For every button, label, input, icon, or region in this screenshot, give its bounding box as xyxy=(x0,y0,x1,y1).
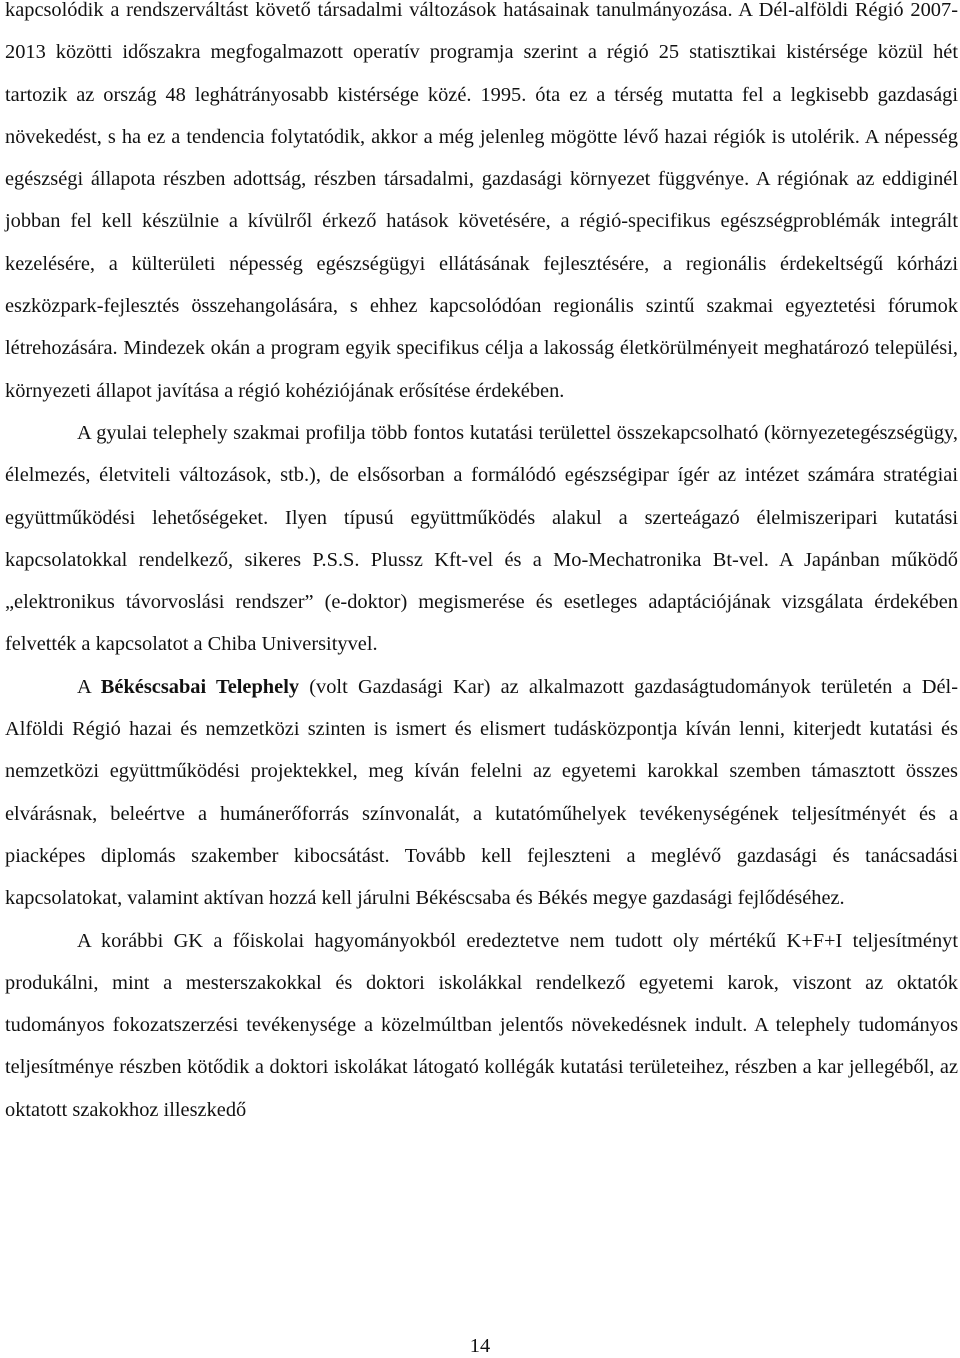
paragraph-regional-program: kapcsolódik a rendszerváltást követő társadalmi változások hatásainak tanulmányozása. A Dél-alföldi Régió 2007-2013 közötti időszakra megfogalmazott operatív programja szerint a régió 25 statisztikai kistérsége közül hét tartozik az ország 48 leghátrányosabb kistérsége közé. 1995. óta ez a térség mutatta fel a legkisebb gazdasági növekedést, s ha ez a tendencia folytatódik, akkor a még jelenleg mögötte lévő hazai régiók is utolérik. A népesség egészségi állapota részben adottság, részben társadalmi, gazdasági környezet függvénye. A régiónak az eddiginél jobban fel kell készülnie a kívülről érkező hatások követésére, a régió-specifikus egészségproblémák integrált kezelésére, a külterületi népesség egészségügyi ellátásának fejlesztésére, a regionális érdekeltségű kórházi eszközpark-fejlesztés összehangolására, s ehhez kapcsolódóan regionális szintű szakmai egyeztetési fórumok létrehozására. Mindezek okán a program egyik specifikus célja a lakosság életkörülményeit meghatározó települési, környezeti állapot javítása a régió kohéziójának erősítése érdekében. xyxy=(5,0,958,402)
paragraph-bekescsaba-lead: A xyxy=(77,675,101,698)
page-number: 14 xyxy=(469,1335,491,1357)
paragraph-gyula-site: A gyulai telephely szakmai profilja több fontos kutatási területtel összekapcsolható (környezetegészségügy, élelmezés, életviteli változások, stb.), de elsősorban a formálódó egészségipar ígér az intézet számára stratégiai együttműködési lehetőségeket. Ilyen típusú együttműködés alakul a szerteágazó élelmiszeripari kutatási kapcsolatokkal rendelkező, sikeres P.S.S. Plussz Kft-vel és a Mo-Mechatronika Bt-vel. A Japánban működő „elektronikus távorvoslási rendszer” (e-doktor) megismerése és esetleges adaptációjának vizsgálata érdekében felvették a kapcsolatot a Chiba Universityvel. xyxy=(5,421,958,656)
paragraph-bekescsaba-body: (volt Gazdasági Kar) az alkalmazott gazdaságtudományok területén a Dél-Alföldi Régió hazai és nemzetközi szinten is ismert és elismert tudásközpontja kíván lenni, kiterjedt kutatási és nemzetközi együttműködési projektekkel, meg kíván felelni az egyetemi karokkal szemben támasztott összes elvárásnak, beleértve a humánerőforrás színvonalát, a kutatóműhelyek tevékenységének teljesítményét és a piacképes diplomás szakember kibocsátást. Tovább kell fejleszteni a meglévő gazdasági és tanácsadási kapcsolatokat, valamint aktívan hozzá kell járulni Békéscsaba és Békés megye gazdasági fejlődéséhez. xyxy=(5,675,958,910)
paragraph-research-performance: A korábbi GK a főiskolai hagyományokból eredeztetve nem tudott oly mértékű K+F+I teljesítményt produkálni, mint a mesterszakokkal és doktori iskolákkal rendelkező egyetemi karok, viszont az oktatók tudományos fokozatszerzési tevékenysége a közelmúltban jelentős növekedésnek indult. A telephely tudományos teljesítménye részben kötődik a doktori iskolákat látogató kollégák kutatási területeihez, részben a kar jellegéből, az oktatott szakokhoz illeszkedő xyxy=(5,929,958,1121)
bekescsaba-site-name: Békéscsabai Telephely xyxy=(100,675,300,698)
paragraph-bekescsaba-site xyxy=(5,666,958,920)
